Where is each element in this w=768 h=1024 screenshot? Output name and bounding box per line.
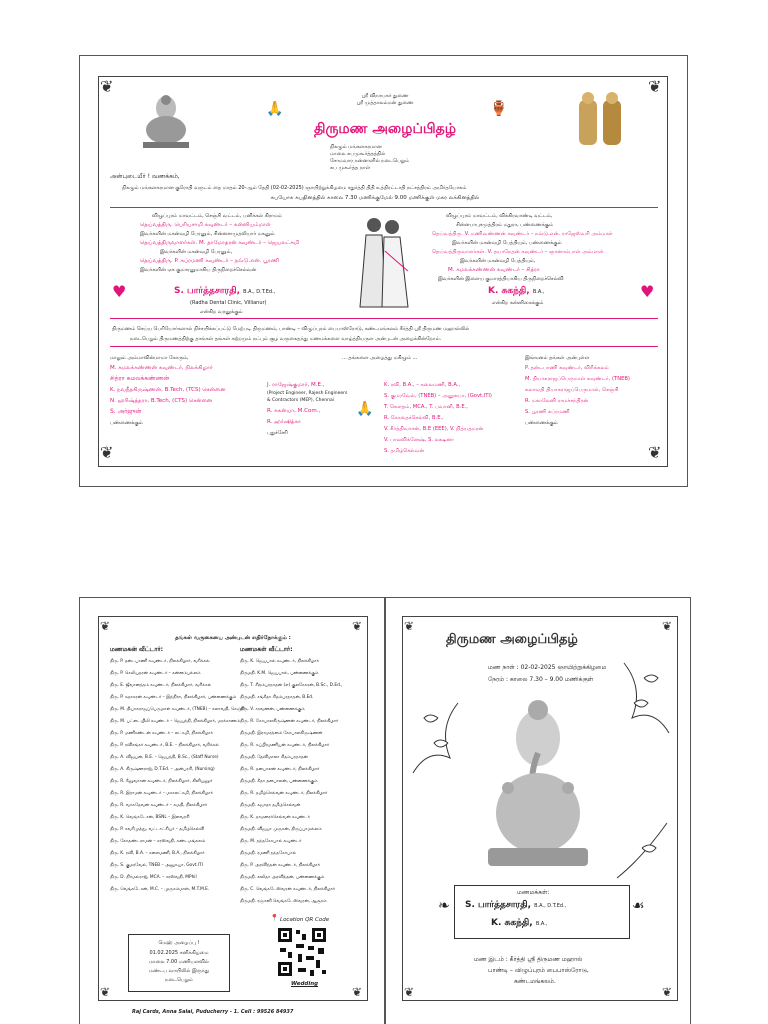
top-blessing-2: ஸ்ரீ முத்தாலம்மன் துணை — [356, 100, 414, 106]
card-title: திருமண அழைப்பிதழ் — [313, 121, 457, 137]
reception-box: மெஹ் அழைப்பு ! 01.02.2025 சனிக்கிழமை மாலை 7.00 மணியளவில் மண்டப வாயிலில் இருந்து நடைபெறும் — [128, 934, 230, 992]
cover-groom: S. பார்த்தசாரதி, — [465, 900, 531, 910]
venue-line-2: நடைபெறும் திருமணத்திற்கு தாங்கள் தங்கள் சுற்றமும் நட்பும் சூழ வருகைதந்து மணமக்களை வாழ்த்தியருள அன்புடன் அழைக்கின்றோம். — [130, 336, 442, 342]
guest-list-item: திரு. K. வெங்கடேசன், BSNL – இளவரசி — [110, 815, 190, 820]
scroll-ornament-left: ❧ — [438, 898, 450, 914]
guest-list-item: திரு. P. சவரிமுத்து, வட்டாட்சியர் – தமிழ்செல்வி — [110, 827, 204, 832]
corner-ornament-bl3: ❦ — [404, 985, 415, 999]
guest-list-item: திரு. R. சுப்பிரமணியன் கவுண்டர், நிலக்கிழார் — [240, 743, 330, 748]
guest-list-item: திருமதி. லலிதா அரவிந்தன், பண்ணைக்கும் — [240, 875, 325, 880]
qr-caption: Location QR Code — [280, 917, 330, 923]
guest-list-item: திருமதி. K.M. ஜெயபால், பண்ணைக்கும் — [240, 671, 319, 676]
divider-bottom — [110, 346, 658, 347]
kalasam-icon: 🏺 — [490, 101, 508, 117]
guest-list-item: திரு. V. சரவணன், பண்ணைக்கும் — [240, 707, 305, 712]
corner-ornament-tr3: ❦ — [662, 619, 673, 633]
corner-ornament-br3: ❦ — [662, 985, 673, 999]
guest-list-item: திரு. A. விஜயன், B.E. – ஜெயந்தி, B.Sc., (Staff Nurse) — [110, 755, 219, 760]
qr-caption-wedding: Wedding — [291, 981, 319, 987]
corner-ornament-bl2: ❦ — [100, 985, 111, 999]
guest-list-item: திருமதி. தேவிமாலா சிதம்பரநாதன் — [240, 755, 308, 760]
top-blessing-1: ஸ்ரீ விநாயகர் துணை — [361, 93, 409, 99]
groom-name: S. பார்த்தசாரதி, B.A., D.T.Ed., — [174, 286, 276, 296]
couple-illustration — [352, 211, 414, 311]
bride-side-list — [240, 658, 368, 904]
namaste-icon: 🙏 — [356, 401, 374, 417]
corner-ornament-br2: ❦ — [352, 985, 363, 999]
guest-list-item: திரு. P. அரவிந்தன் கவுண்டர், நிலக்கிழார் — [240, 863, 320, 868]
location-qr-code[interactable] — [276, 926, 328, 978]
guest-list-item: திரு. K. ஜெயபால் கவுண்டர், நிலக்கிழார் — [240, 659, 319, 664]
date-line-2: சுபயோக சுபதினத்தில் காலை 7.30 மணிக்குமேல் 9.00 மணிக்குள் மகர லக்கினத்தில் — [270, 195, 480, 201]
col3-head: ... தங்களை அழைத்து மகிழும் ... — [342, 355, 418, 361]
floral-ornament-right — [614, 658, 674, 738]
groom-work: (Radha Dental Clinic, Villianur) — [190, 300, 267, 306]
cover-time: நேரம் : காலை 7.30 – 9.00 மணிக்குள் — [488, 676, 594, 683]
couple-name-box: மணமக்கள்: S. பார்த்தசாரதி, B.A., D.T.Ed., K. சுகந்தி, B.A., — [454, 885, 630, 939]
groom-tail: என்கிற வரனுக்கும் — [200, 309, 243, 315]
heart-icon-right: ♥ — [640, 282, 655, 301]
guest-list-item: திரு. R. கோபாலகிருஷ்ணன் கவுண்டர், நிலக்கிழார் — [240, 719, 339, 724]
guest-list-item: திரு. கோதண்டராமன் – சரஸ்வதி, கண்டமங்கலம் — [110, 839, 206, 844]
groom-side-head: மணமகன் வீட்டார்: — [110, 646, 163, 653]
guest-list-item: திருமதி. இராமரத்னம் கோபாலகிருஷ்ணன் — [240, 731, 323, 736]
guest-list-item: திரு. R. சீனுவாசன் கவுண்டர், நிலக்கிழார், கிளியனூர் — [110, 779, 213, 784]
bride-tail: என்கிற கன்னிகைக்கும் — [492, 300, 544, 306]
guest-list-item: திருமதி. சுஜாதா தமிழ்செல்வன் — [240, 803, 301, 808]
col1-head: மாலும் அம்மாவின்மாமா கோரும், — [110, 355, 189, 361]
location-pin-icon: 📍 — [270, 914, 279, 922]
guest-list-item: திரு. R. தமிழ்செல்வன் கவுண்டர், நிலக்கிழார் — [240, 791, 328, 796]
col4-head: இங்ஙனம் தங்கள் அன்புள்ள — [525, 355, 590, 361]
cover-venue-1: மண இடம் : கீர்த்தி ஸ்ரீ திருமண மஹால் — [474, 956, 583, 963]
guest-list-item: திரு. P. சுதாகரன் கவுண்டர் – இந்திரா, நிலக்கிழார், பண்ணைக்கும் — [110, 695, 237, 700]
guest-list-item: திரு. P. மணிகண்டன் கவுண்டர் – லட்சுமி, நிலக்கிழார் — [110, 731, 213, 736]
corner-ornament-tr: ❦ — [648, 77, 662, 96]
cover-venue-2: பாண்டி – விழுப்புரம் பைபாஸ்ரோடு, — [488, 967, 589, 974]
cover-bride: K. சுகந்தி, — [491, 918, 533, 928]
venue-line-1: திருமணம் செய்ய பெரியோர்களால் நிச்சயிக்கப்பட்டு மேற்படி திருமணம், பாண்டி – விழுப்புரம் பைபாஸ்ரோடு, கண்டமங்கலம் கீர்த்தி ஸ்ரீ திருமண மஹால்லில் — [112, 326, 470, 332]
guest-list-item: திரு. D. நிர்மல்ராஜ், MCA. – சரஸ்வதி, MPhil — [110, 875, 197, 880]
guest-list-item: திரு. M. பட்டையிலி கவுண்டர் – ஜெயந்தி, நிலக்கிழார், மரக்காணம் — [110, 719, 240, 724]
guest-list-item: திருமதி. கீதா தனபாலன், பண்ணைக்கும் — [240, 779, 318, 784]
printer-footer: Raj Cards, Anna Salai, Puducherry - 1. Cell : 99526 84937 — [132, 1009, 294, 1015]
guest-list-item: திரு. A. கிருஷ்ணராஜ், D.T.Ed. – அன்பரசி, (Nursing) — [110, 767, 215, 772]
guest-list-item: திரு. K. தாமரைச்செல்வன் கவுண்டர் — [240, 815, 310, 820]
guest-list-item: திரு. P. ரவிசங்கர் கவுண்டர், B.E. – நிலக்கிழார், வரிக்கல் — [110, 743, 219, 748]
guest-list-item: திரு. C. வெங்கடேஸ்வரன் கவுண்டர், நிலக்கிழார் — [240, 887, 335, 892]
corner-ornament-bl: ❦ — [100, 443, 114, 462]
guest-list-item: திருமதி. ரமணி நந்தகோபால் — [240, 851, 297, 856]
guest-list-card — [79, 597, 385, 1024]
floral-ornament-left — [408, 698, 468, 778]
corner-ornament-tr2: ❦ — [352, 619, 363, 633]
guest-list-item: திரு. S. குமரவேல், TNEB – அனுசுயா, Govt.ITI — [110, 863, 203, 868]
heart-icon-left: ♥ — [112, 282, 127, 301]
guest-list-item: திரு. வெங்கடேசன், M.C. – முருகம்மாள், M.T.M.E. — [110, 887, 210, 892]
ganesha-image — [135, 90, 197, 150]
guest-list-item: திருமதி. ரஞ்சனி வெங்கடேஸ்வரன், ஆசூரம் — [240, 899, 327, 904]
invitation-card-front: ❦ ❦ ❦ ❦ 🙏 🏺 ஸ்ரீ விநாயகர் துணை ஸ்ரீ முத்தாலம்மன் துணை திருமண அழைப்பிதழ் நிகழும் மங்களகரமான மாலை சுபமுகூர்த்தத்தில் சோமவார நன்னாளில் நடைபெறும் சுப முகூர்த்த நாள் அன்புடையீர் ! வணக்கம், நிகழும் மங்களகரமான குரோதி வருடம் தை மாதம் 20-ஆம் தேதி (02-02-2025) ஞாயிற்றுக்கிழமை சதுர்த்தி திதி உத்திரட்டாதி நட்சத்திரம் அமிர்தயோகம் சுபயோக சுபதினத்தில் காலை 7.30 மணிக்குமேல் 9.00 மணிக்குள் மகர லக்கினத்தில் விழுப்புரம் மாவட்டம், செஞ்சி வட்டம், பனிக்கல் கிராமம் தெய்வத்திரு. பெரியசாமி கவுண்டர் – கன்னியம்மாள் இவர்களின் மகன்வழி பேரனும், சின்னசாமுதலியார் மகனும் தெய்வத்திருவாளர்கள். M. தாமோதரன் கவுண்டர் – ஜெயலட்சுமி இவர்களின் மகன்வழி பேரனும், தெய்வத்திரு. P. சுப்ரமணி கவுண்டர் – நவ்டு.என். பூரணி இவர்களின் ஏக குமாரனுமாகிய திருநிறைச்செல்வன் ♥ S. பார்த்தசாரதி, B.A., D.T.Ed., (Radha Dental Clinic, Villianur) என்கிற வரனுக்கும் விழுப்புரம் மாவட்டம், விக்கிரவாண்டி வட்டம், சின்னபாபுசமுத்திரம் மதுரா, பண்ணைக்கும் தெய்வத்திரு. V. மணிவண்ணன் கவுண்டர் – நவ்டு.என். ராஜேஸ்வரி அம்மாள் இவர்களின் மகன்வழி பேத்தியும், பண்ணைக்கும் தெய்வத்திருவாளர்கள். V. தயாநேதன் கவுண்டர் – ஞானாம்பாள் அம்மாள் இவர்களின் மகன்வழி பேத்தியும், M. கமலக்கண்ணன் கவுண்டர் – சித்ரா இவர்களின் இளைய குமாரத்தியாகிய திருநிறைச்செல்வி ♥ K. சுகந்தி, B.A., என்கிற கன்னிகைக்கும் திருமணம் செய்ய பெரியோர்களால் நிச்சயிக்கப்பட்டு மேற்படி திருமணம், பாண்டி – விழுப்புரம் பைபாஸ்ரோடு, கண்டமங்கலம் கீர்த்தி ஸ்ரீ திருமண மஹால்லில் நடைபெறும் திருமணத்திற்கு தாங்கள் தங்கள் சுற்றமும் நட்பும் சூழ வருகைதந்து மணமக்களை வாழ்த்தியருள அன்புடன் அழைக்கின்றோம். மாலும் அம்மாவின்மாமா கோரும், M. கமலக்கண்ணன் கவுண்டர், நிலக்கிழார் சித்ரா கமலக்கண்ணன் K. நவநீதகிருஷ்ணன், B.Tech, (TCS) சென்னை N. ஹரிஷ்த்தரா, B.Tech, (CTS) சென்னை S. அர்ஜுன் பண்ணைக்கும் J. ராஜேஷ்குமார், M.E., (Project Engineer, Rajesh Engineers & Contractors (MEP), Chennai R. சுகன்யா, M.Com., R. ஹர்ஷித்கா புதுச்சேரி 🙏 ... தங்களை அழைத்து மகிழும் ... K. ரவி, B.A., – கலைமணி, B.A., S. குமரவேல், (TNEB) – அனுசுயா, (Govt.ITI) T. கௌதம், MCA., T. பவானி, B.E., R. கோதைச்செல்வி, B.E., V. கீர்த்திவாசன், B.E (EEE), V. நித்யதமரன் V. பாலவிக்னேஷ், S. லக்ஷனா S. தமிழ்செல்வன் இங்ஙனம் தங்கள் அன்புள்ள P. தன்டபாணி கவுண்டர், விரிக்கலம் M. தியாகராஜப்பெருமாள் கவுண்டர், (TNEB) கலாவதி தியாகராஜப்பெருமாள், செஞ்சி R. மகாலேனி ராமச்சந்திரன் S. பூரணி சுப்ரமணி பண்ணைக்கும் — [79, 55, 688, 487]
guest-list-item: திரு. R. வாசுதேவன் கவுண்டர் – சுமதி, நிலக்கிழார் — [110, 803, 208, 808]
guest-list-item: திருமதி. விஜயா முருகன், திருப்பாமல்லம் — [240, 827, 322, 832]
cover-card — [385, 597, 691, 1024]
cover-title: திருமண அழைப்பிதழ் — [446, 632, 578, 647]
guest-list-item: திரு. R. தனபாலன் கவுண்டர், நிலக்கிழார் — [240, 767, 320, 772]
corner-ornament-tl2: ❦ — [100, 619, 111, 633]
guest-list-item: திரு. P. தன்டபாணி கவுண்டர், நிலக்கிழார், வரிக்கல் — [110, 659, 210, 664]
ganesha-cover-image — [478, 698, 598, 873]
cover-date: மண நாள் : 02-02-2025 ஞாயிற்றுக்கிழமை — [488, 664, 607, 671]
guest-list-item: திரு. T. சிதம்பரநாதன் (எ) குலசேகரன், B.Sc., D.Ed., — [240, 683, 343, 688]
guest-list-item: திருமதி. சங்கீதா சிதம்பரநாதன், B.Ed. — [240, 695, 314, 700]
date-line-1: நிகழும் மங்களகரமான குரோதி வருடம் தை மாதம் 20-ஆம் தேதி (02-02-2025) ஞாயிற்றுக்கிழமை சதுர்த்தி திதி உத்திரட்டாதி நட்சத்திரம் அமிர்தயோகம் — [122, 185, 467, 191]
scroll-ornament-right: ☙ — [632, 898, 645, 914]
guest-list-item: திரு. R. இராமன் கவுண்டர் – மகாலட்சுமி, நிலக்கிழார் — [110, 791, 213, 796]
swastik-icon: 🙏 — [266, 101, 284, 117]
guest-list-item: திரு. M. தியாகராஜப்பெருமாள் கவுண்டர், (TNEB) – கலாவதி, செஞ்சி — [110, 707, 245, 712]
bride-name: K. சுகந்தி, B.A., — [488, 286, 545, 296]
greeting: அன்புடையீர் ! வணக்கம், — [110, 173, 180, 180]
guest-list-item: திரு. P. செலியதரன் கவுண்டர் – சுன்னம்பல்லம் — [110, 671, 201, 676]
guest-list-item: திரு. K. ரவி, B.A. – கலைமணி, B.A., நிலக்கிழார் — [110, 851, 205, 856]
floral-ornament-bottom-right — [612, 818, 672, 888]
divider-top — [110, 207, 658, 208]
divider-mid — [110, 318, 658, 319]
groom-side-list — [110, 658, 245, 918]
corner-ornament-tl3: ❦ — [404, 619, 415, 633]
corner-ornament-tl: ❦ — [100, 77, 114, 96]
deity-image — [575, 90, 627, 150]
guest-header: தங்கள் வருகையை அன்புடன் எதிர்நோக்கும் : — [175, 635, 291, 641]
guest-list-item: திரு. E. ஜீவானந்தம் கவுண்டர், நிலக்கிழார், வரிக்கல் — [110, 683, 212, 688]
corner-ornament-br: ❦ — [648, 443, 662, 462]
cover-venue-3: கண்டமங்கலம். — [514, 978, 556, 985]
guest-list-item: திரு. M. நந்தகோபால் கவுண்டர் — [240, 839, 302, 844]
bride-side-head: மணமகள் வீட்டார்: — [240, 646, 293, 653]
